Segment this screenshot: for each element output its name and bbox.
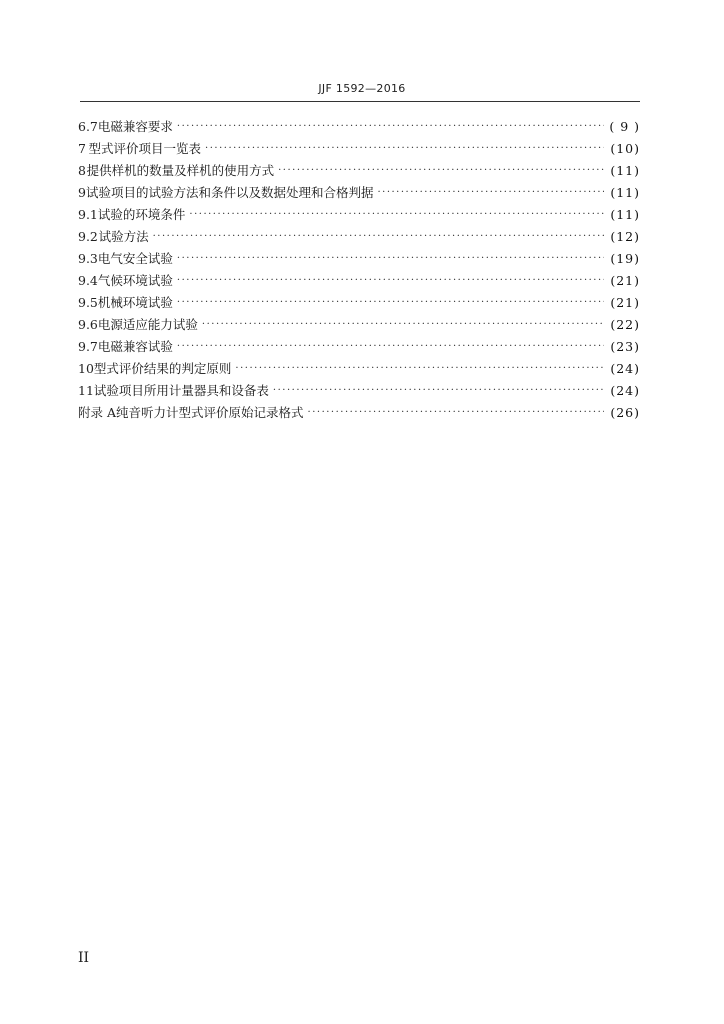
toc-entry-number: 8 — [78, 163, 86, 178]
toc-entry-page: (11) — [610, 185, 640, 200]
toc-entry-title: 电源适应能力试验 — [97, 317, 198, 332]
toc-entry-number: 11 — [78, 383, 94, 398]
toc-entry[interactable] — [78, 271, 640, 293]
toc-entry-number: 9.3 — [78, 251, 98, 266]
toc-entry-title: 电磁兼容试验 — [97, 339, 173, 354]
header-divider — [80, 101, 640, 102]
toc-entry-title: 试验项目所用计量器具和设备表 — [93, 383, 269, 398]
toc-entry[interactable] — [78, 381, 640, 403]
dot-leader — [177, 297, 604, 308]
document-code-header: JJF 1592—2016 — [318, 82, 406, 95]
toc-entry-page: ( 9 ) — [609, 119, 640, 134]
toc-entry-number: 9.1 — [78, 207, 98, 222]
toc-entry-number: 9.4 — [78, 273, 98, 288]
table-of-contents — [78, 117, 640, 425]
dot-leader — [235, 363, 604, 374]
toc-entry[interactable] — [78, 205, 640, 227]
toc-entry-title: 试验项目的试验方法和条件以及数据处理和合格判据 — [85, 185, 374, 200]
toc-entry-number: 10 — [78, 361, 94, 376]
dot-leader — [177, 341, 604, 352]
dot-leader — [153, 231, 604, 242]
toc-entry[interactable] — [78, 117, 640, 139]
toc-entry-number: 9.6 — [78, 317, 98, 332]
toc-entry[interactable] — [78, 183, 640, 205]
toc-entry-page: (22) — [610, 317, 640, 332]
toc-entry[interactable] — [78, 161, 640, 183]
toc-entry-page: (11) — [610, 163, 640, 178]
toc-entry[interactable] — [78, 139, 640, 161]
dot-leader — [205, 143, 604, 154]
toc-entry-number: 9.7 — [78, 339, 98, 354]
dot-leader — [377, 187, 604, 198]
toc-entry-number: 6.7 — [78, 119, 98, 134]
toc-entry[interactable] — [78, 337, 640, 359]
page-number: II — [78, 950, 90, 966]
toc-entry-number: 9.2 — [78, 229, 98, 244]
toc-entry-title: 气候环境试验 — [97, 273, 173, 288]
toc-entry-number: 9 — [78, 185, 86, 200]
dot-leader — [177, 275, 604, 286]
toc-entry-page: (19) — [610, 251, 640, 266]
toc-entry-number: 7 — [78, 141, 86, 156]
dot-leader — [278, 165, 604, 176]
dot-leader — [189, 209, 604, 220]
toc-entry-number: 附录 A — [78, 405, 117, 420]
toc-entry-page: (26) — [610, 405, 640, 420]
toc-entry-page: (24) — [610, 361, 640, 376]
toc-entry-page: (24) — [610, 383, 640, 398]
toc-entry-page: (11) — [610, 207, 640, 222]
toc-entry[interactable] — [78, 403, 640, 425]
toc-entry-page: (10) — [610, 141, 640, 156]
toc-entry[interactable] — [78, 227, 640, 249]
toc-entry[interactable] — [78, 293, 640, 315]
toc-entry-title: 试验的环境条件 — [97, 207, 186, 222]
dot-leader — [177, 121, 604, 132]
toc-entry-title: 型式评价结果的判定原则 — [93, 361, 232, 376]
toc-entry-title: 机械环境试验 — [97, 295, 173, 310]
toc-entry[interactable] — [78, 249, 640, 271]
toc-entry-number: 9.5 — [78, 295, 98, 310]
toc-entry-page: (23) — [610, 339, 640, 354]
toc-entry[interactable] — [78, 359, 640, 381]
toc-entry-title: 型式评价项目一览表 — [88, 141, 202, 156]
toc-entry[interactable] — [78, 315, 640, 337]
dot-leader — [273, 385, 604, 396]
toc-entry-page: (12) — [610, 229, 640, 244]
toc-entry-title: 电磁兼容要求 — [97, 119, 173, 134]
toc-entry-title: 电气安全试验 — [97, 251, 173, 266]
toc-entry-title: 试验方法 — [98, 229, 149, 244]
dot-leader — [202, 319, 604, 330]
dot-leader — [308, 407, 604, 418]
toc-entry-title: 提供样机的数量及样机的使用方式 — [86, 163, 275, 178]
toc-entry-page: (21) — [610, 273, 640, 288]
toc-entry-page: (21) — [610, 295, 640, 310]
toc-entry-title: 纯音听力计型式评价原始记录格式 — [116, 405, 304, 420]
dot-leader — [177, 253, 604, 264]
